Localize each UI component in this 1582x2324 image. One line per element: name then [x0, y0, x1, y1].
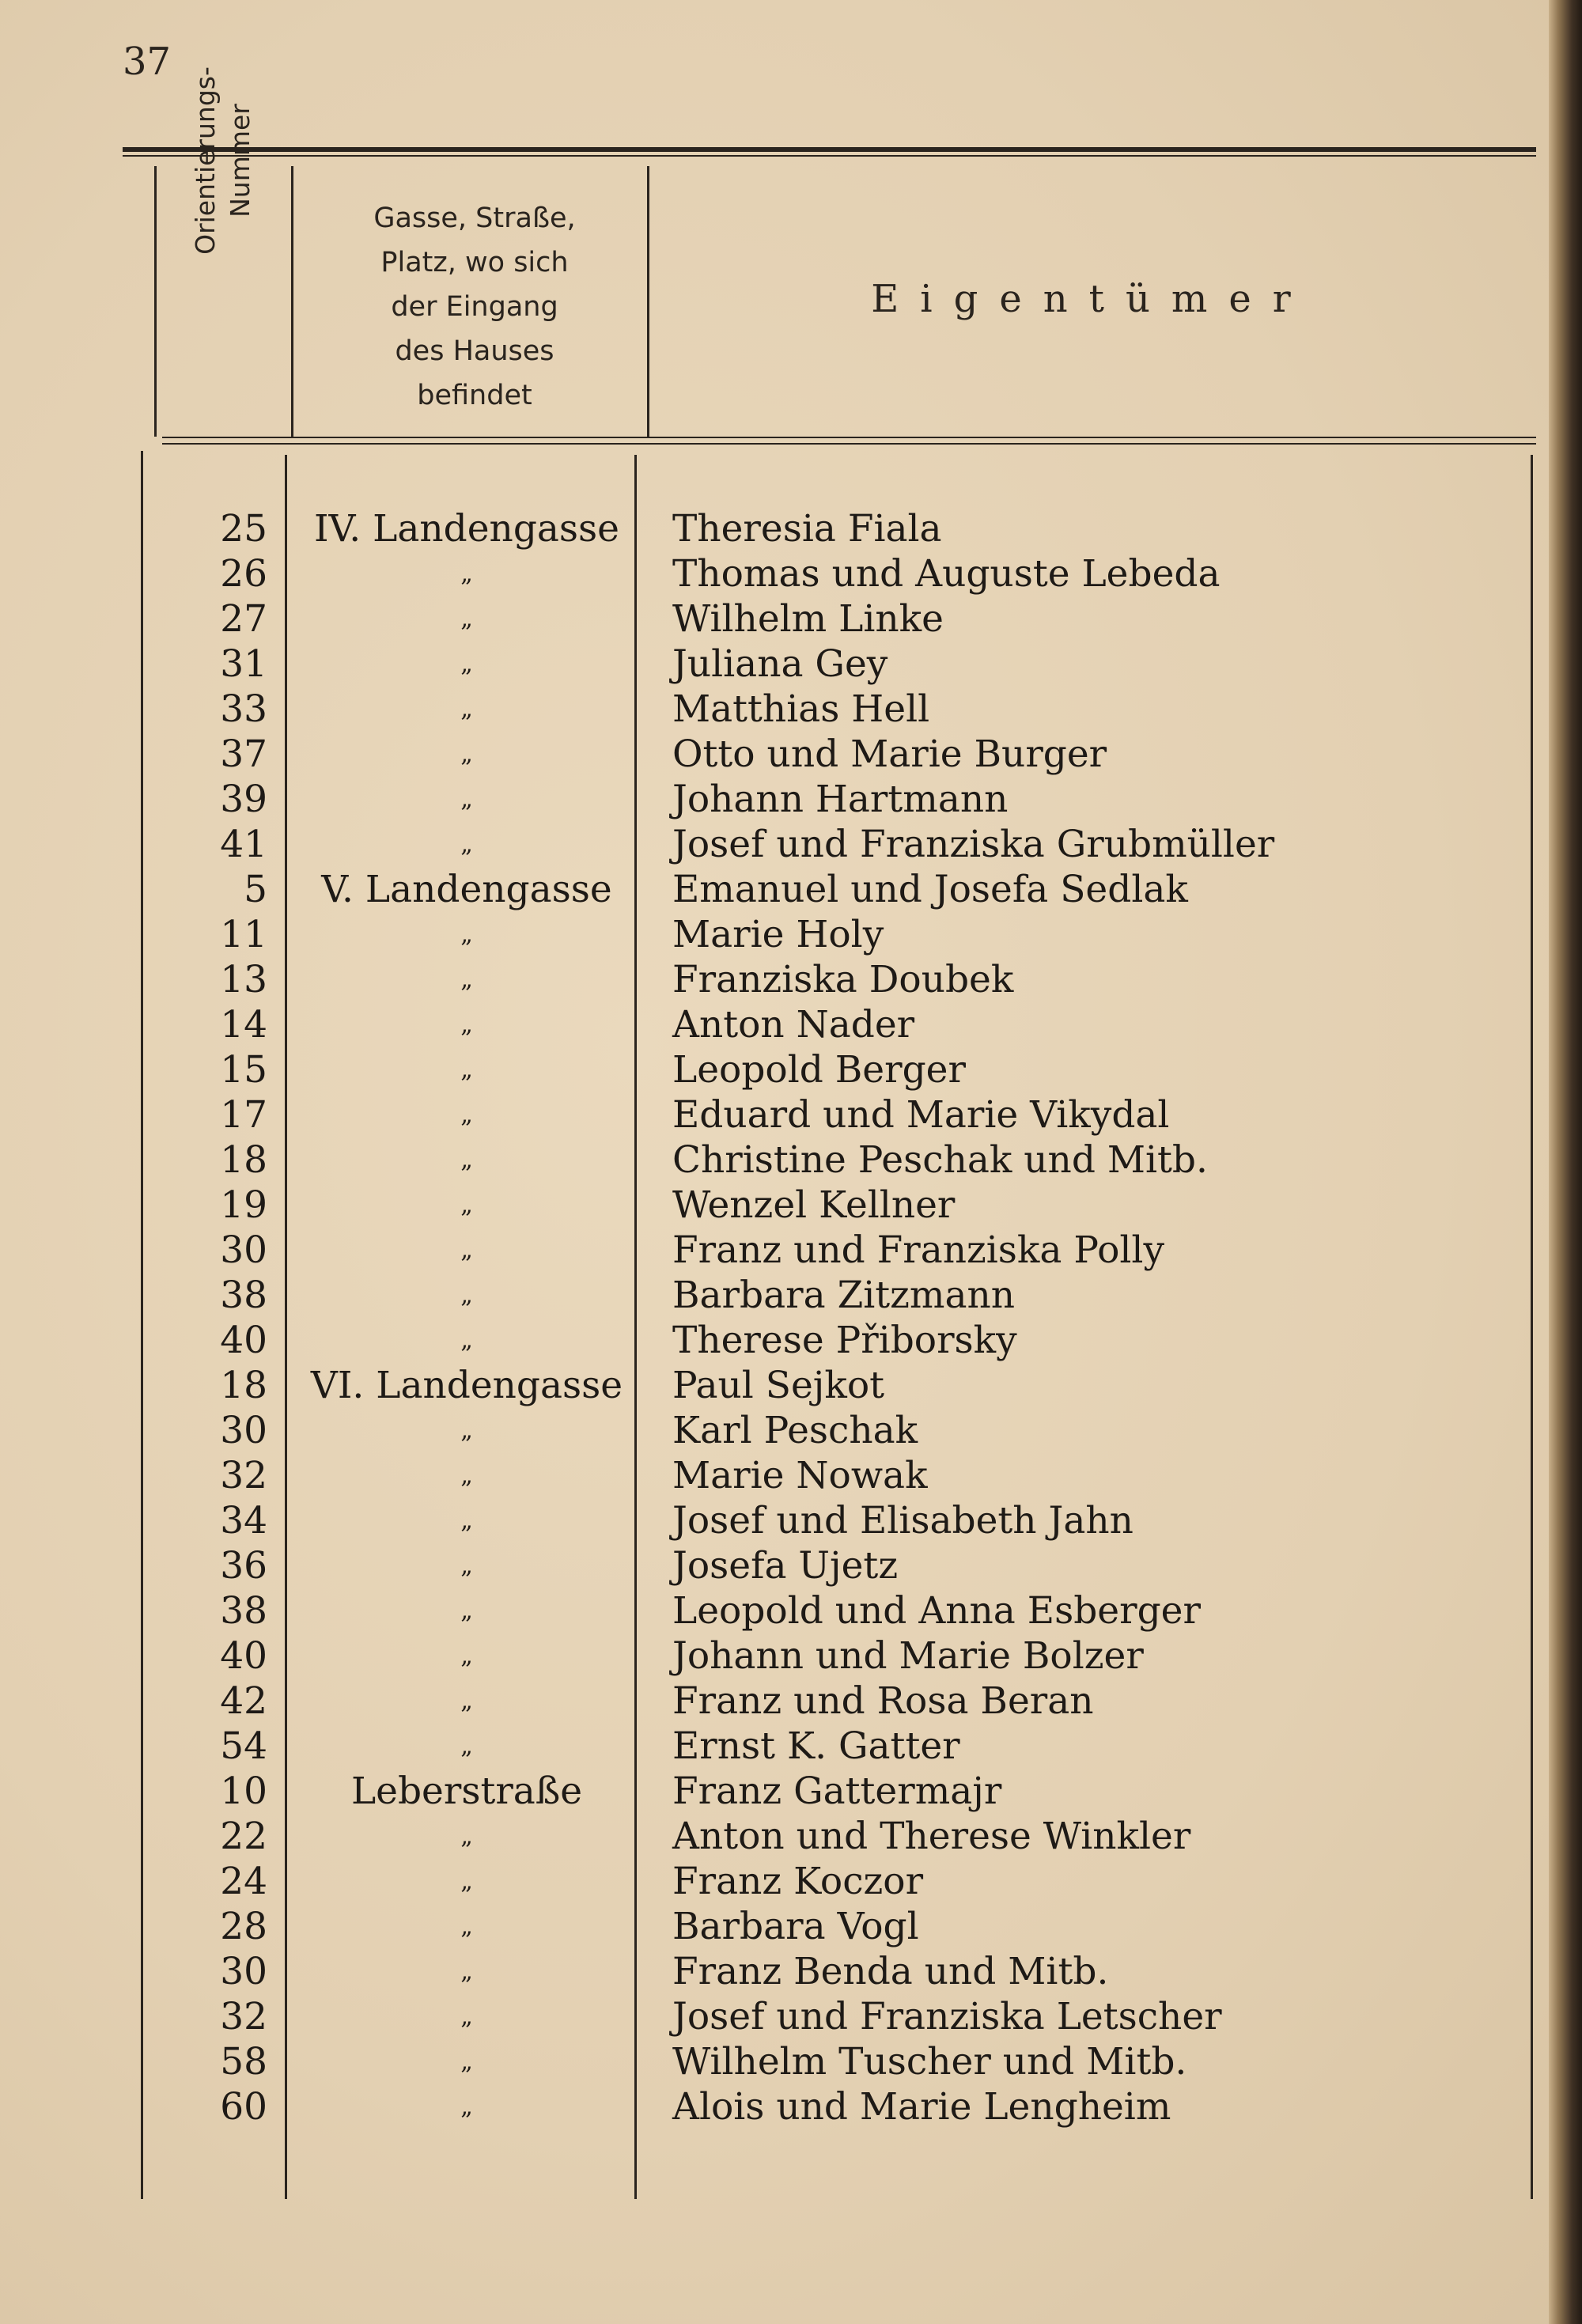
table-row [0, 1408, 1582, 1453]
house-number: 13 [220, 958, 267, 1001]
table-row [0, 1318, 1582, 1363]
house-number: 36 [220, 1544, 267, 1588]
street-name: „ [460, 1597, 473, 1625]
table-row [0, 1543, 1582, 1588]
street-name: „ [460, 1056, 473, 1084]
owner-name: Marie Nowak [672, 1454, 928, 1497]
street-name: VI. Landengasse [310, 1364, 623, 1407]
house-number: 33 [220, 687, 267, 731]
street-name: „ [460, 1507, 473, 1535]
street-name: „ [460, 650, 473, 678]
owner-name: Barbara Vogl [672, 1905, 919, 1948]
street-name: „ [460, 1417, 473, 1444]
street-name: „ [460, 1958, 473, 1985]
owner-name: Wilhelm Tuscher und Mitb. [672, 2040, 1187, 2084]
owner-name: Franz Benda und Mitb. [672, 1950, 1109, 1993]
table-row [0, 1047, 1582, 1092]
table-row [0, 687, 1582, 732]
owner-name: Barbara Zitzmann [672, 1274, 1016, 1317]
table-row [0, 1994, 1582, 2039]
house-number: 30 [220, 1950, 267, 1993]
table-row [0, 2084, 1582, 2129]
owner-name: Josef und Franziska Grubmüller [672, 823, 1275, 866]
table-row [0, 2039, 1582, 2084]
table-row [0, 1092, 1582, 1137]
house-number: 58 [220, 2040, 267, 2084]
house-number: 27 [220, 597, 267, 641]
owner-name: Otto und Marie Burger [672, 732, 1107, 776]
street-name: „ [460, 1101, 473, 1129]
house-number: 38 [220, 1274, 267, 1317]
street-name: „ [460, 1281, 473, 1309]
street-name: „ [460, 1236, 473, 1264]
house-number: 24 [220, 1860, 267, 1903]
header-street [297, 196, 653, 418]
table-row [0, 777, 1582, 822]
house-number: 28 [220, 1905, 267, 1948]
table-row [0, 732, 1582, 777]
street-name: „ [460, 1822, 473, 1850]
table-row [0, 1228, 1582, 1273]
owner-name: Johann Hartmann [672, 778, 1009, 821]
street-name: „ [460, 1732, 473, 1760]
owner-name: Franz Gattermajr [672, 1769, 1002, 1813]
table-row [0, 1724, 1582, 1769]
street-name: „ [460, 1868, 473, 1895]
table-row [0, 1453, 1582, 1498]
table-row [0, 1769, 1582, 1814]
header-street-line: der Eingang [391, 291, 558, 323]
owner-name: Ernst K. Gatter [672, 1724, 960, 1768]
street-name: „ [460, 605, 473, 633]
table-row [0, 1273, 1582, 1318]
owner-name: Anton und Therese Winkler [672, 1815, 1191, 1858]
header-divider-2 [291, 166, 293, 437]
house-number: 30 [220, 1228, 267, 1272]
table-row [0, 1904, 1582, 1949]
table-row [0, 867, 1582, 912]
header-owner: Eigentümer [871, 277, 1312, 321]
street-name: „ [460, 921, 473, 948]
street-name: „ [460, 1913, 473, 1940]
street-name: „ [460, 1642, 473, 1670]
house-number: 25 [220, 507, 267, 551]
street-name: „ [460, 2093, 473, 2121]
owner-name: Therese Přiborsky [672, 1319, 1017, 1362]
house-number: 37 [220, 732, 267, 776]
owner-name: Leopold und Anna Esberger [672, 1589, 1201, 1633]
house-number: 32 [220, 1995, 267, 2038]
header-rule-thin [162, 443, 1536, 445]
house-number: 17 [220, 1093, 267, 1137]
street-name: „ [460, 2003, 473, 2031]
owner-name: Christine Peschak und Mitb. [672, 1138, 1208, 1182]
table-row [0, 551, 1582, 596]
owner-name: Franz und Franziska Polly [672, 1228, 1164, 1272]
street-name: „ [460, 2048, 473, 2076]
owner-name: Josefa Ujetz [672, 1544, 899, 1588]
street-name: „ [460, 740, 473, 768]
header-street-line: befindet [417, 380, 532, 411]
table-row [0, 1183, 1582, 1228]
header-street-line: des Hauses [395, 335, 554, 367]
house-number: 39 [220, 778, 267, 821]
house-number: 41 [220, 823, 267, 866]
owner-name: Josef und Franziska Letscher [672, 1995, 1222, 2038]
table-row [0, 1002, 1582, 1047]
street-name: IV. Landengasse [313, 507, 619, 551]
top-rule-thin [123, 155, 1536, 157]
table-row [0, 957, 1582, 1002]
table-row [0, 1814, 1582, 1859]
house-number: 40 [220, 1634, 267, 1678]
street-name: „ [460, 831, 473, 858]
header-orientation-number: Orientierungs-Nummer [190, 66, 255, 255]
house-number: 30 [220, 1409, 267, 1452]
street-name: „ [460, 1327, 473, 1354]
table-body [0, 506, 1582, 2129]
house-number: 54 [220, 1724, 267, 1768]
street-name: „ [460, 785, 473, 813]
table-row [0, 1363, 1582, 1408]
house-number: 42 [220, 1679, 267, 1723]
street-name: „ [460, 560, 473, 588]
owner-name: Marie Holy [672, 913, 884, 956]
house-number: 18 [220, 1364, 267, 1407]
table-row [0, 642, 1582, 687]
owner-name: Anton Nader [672, 1003, 915, 1047]
table-row [0, 1859, 1582, 1904]
page-number: 37 [123, 40, 172, 84]
table-row [0, 822, 1582, 867]
owner-name: Josef und Elisabeth Jahn [672, 1499, 1134, 1542]
owner-name: Eduard und Marie Vikydal [672, 1093, 1170, 1137]
table-row [0, 506, 1582, 551]
owner-name: Franziska Doubek [672, 958, 1014, 1001]
owner-name: Karl Peschak [672, 1409, 918, 1452]
street-name: „ [460, 1191, 473, 1219]
table-row [0, 596, 1582, 642]
house-number: 40 [220, 1319, 267, 1362]
owner-name: Matthias Hell [672, 687, 930, 731]
house-number: 11 [220, 913, 267, 956]
street-name: „ [460, 1552, 473, 1580]
house-number: 15 [220, 1048, 267, 1092]
table-row [0, 1949, 1582, 1994]
house-number: 32 [220, 1454, 267, 1497]
house-number: 5 [244, 868, 267, 911]
owner-name: Thomas und Auguste Lebeda [672, 552, 1221, 596]
owner-name: Franz und Rosa Beran [672, 1679, 1094, 1723]
house-number: 26 [220, 552, 267, 596]
table-row [0, 1679, 1582, 1724]
owner-name: Paul Sejkot [672, 1364, 885, 1407]
street-name: „ [460, 695, 473, 723]
house-number: 34 [220, 1499, 267, 1542]
table-row [0, 1498, 1582, 1543]
street-name: Leberstraße [350, 1769, 583, 1813]
header-rule [162, 437, 1536, 438]
street-name: „ [460, 1146, 473, 1174]
table-row [0, 912, 1582, 957]
header-divider-1 [154, 166, 157, 437]
house-number: 60 [220, 2085, 267, 2129]
street-name: „ [460, 1687, 473, 1715]
house-number: 38 [220, 1589, 267, 1633]
house-number: 18 [220, 1138, 267, 1182]
table-row [0, 1137, 1582, 1183]
table-row [0, 1588, 1582, 1633]
house-number: 14 [220, 1003, 267, 1047]
owner-name: Leopold Berger [672, 1048, 966, 1092]
table-row [0, 1633, 1582, 1679]
house-number: 31 [220, 642, 267, 686]
street-name: V. Landengasse [321, 868, 612, 911]
owner-name: Johann und Marie Bolzer [672, 1634, 1144, 1678]
owner-name: Wenzel Kellner [672, 1183, 956, 1227]
street-name: „ [460, 966, 473, 994]
owner-name: Wilhelm Linke [672, 597, 944, 641]
owner-name: Emanuel und Josefa Sedlak [672, 868, 1188, 911]
header-street-line: Gasse, Straße, [373, 202, 576, 234]
owner-name: Theresia Fiala [672, 507, 942, 551]
owner-name: Franz Koczor [672, 1860, 924, 1903]
house-number: 22 [220, 1815, 267, 1858]
street-name: „ [460, 1011, 473, 1039]
street-name: „ [460, 1462, 473, 1489]
top-rule [123, 147, 1536, 152]
house-number: 10 [220, 1769, 267, 1813]
house-number: 19 [220, 1183, 267, 1227]
header-street-line: Platz, wo sich [380, 247, 569, 278]
owner-name: Juliana Gey [672, 642, 888, 686]
owner-name: Alois und Marie Lengheim [672, 2085, 1171, 2129]
